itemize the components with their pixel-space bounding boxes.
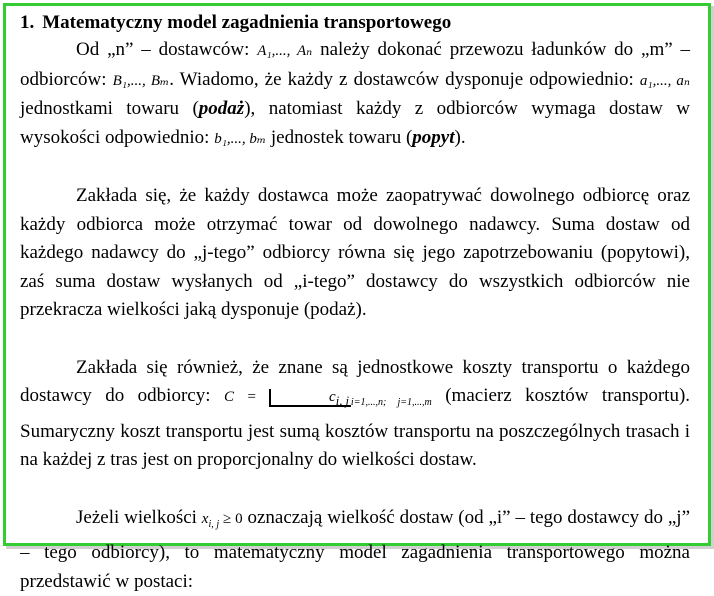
section-title: Matematyczny model zagadnienia transportowego	[42, 12, 451, 33]
matrix-bracket	[269, 389, 351, 407]
p1-text-e: ), natomiast każdy z odbiorców wymaga dostaw w wysokości odpowiednio:	[20, 98, 690, 148]
p1-text-d: jednostkami towaru (	[20, 98, 199, 119]
document-frame	[3, 3, 711, 546]
p3-text-b: (macierz kosztów transportu). Sumaryczny koszt transportu jest sumą kosztów transportu na poszczególnych trasach i na każdej z tras jest on proporcjonalny do wielkości dostaw.	[20, 385, 690, 470]
p4-text-a: Jeżeli wielkości	[76, 507, 197, 528]
document-content	[20, 10, 690, 596]
section-heading	[20, 10, 690, 36]
paragraph-2: Zakłada się, że każdy dostawca może zaopatrywać dowolnego odbiorcę oraz każdy odbiorca może otrzymać towar od dowolnego nadawcy. Suma dostaw od każdego nadawcy do „j-tego” odbiorcy równa się jego zapotrzebowaniu (popytowi), zaś suma dostaw wysłanych od „i-tego” dostawcy do wszystkich odbiorców nie przekracza wielkości jaką dysponuje (podaż).	[20, 182, 690, 325]
term-supply: podaż	[199, 98, 244, 119]
p3-text-a: Zakłada się również, że znane są jednostkowe koszty transportu o każdego dostawcy do odbiorcy:	[20, 357, 690, 407]
p1-text-c: . Wiadomo, że każdy z dostawców dysponuje odpowiednio:	[169, 69, 634, 90]
math-cost-matrix	[224, 389, 432, 405]
term-demand: popyt	[412, 127, 454, 148]
math-supply-amounts: a₁,..., aₙ	[640, 73, 690, 89]
p1-text-g: ).	[455, 127, 466, 148]
paragraph-1	[20, 36, 690, 153]
paragraph-3	[20, 354, 690, 475]
matrix-symbol: C =	[224, 389, 257, 405]
paragraph-4	[20, 504, 690, 596]
math-suppliers: A₁,..., Aₙ	[257, 43, 312, 59]
p1-text-b: należy dokonać przewozu ładunków do „m” – odbiorców:	[20, 39, 690, 90]
math-geq: ≥ 0	[223, 511, 243, 527]
math-receivers: B₁,..., Bₘ	[113, 73, 170, 89]
math-demand-amounts: b₁,..., bₘ	[214, 131, 266, 147]
math-x-index: i, j	[208, 519, 219, 530]
matrix-element-index: i, j	[336, 394, 349, 408]
matrix-index-range: i=1,...,n; j=1,...,m	[351, 397, 432, 408]
p1-text-f: jednostek towaru (	[271, 127, 412, 148]
section-number: 1.	[20, 12, 34, 33]
matrix-element: c	[329, 389, 336, 405]
p1-text-a: Od „n” – dostawców:	[76, 39, 249, 60]
p4-text-b: oznaczają wielkość dostaw (od „i” – tego dostawcy do „j” – tego odbiorcy), to matematyczny model zagadnienia transportowego można przedstawić w postaci:	[20, 507, 690, 592]
math-x: x	[202, 511, 209, 527]
math-x-ij	[202, 511, 243, 527]
